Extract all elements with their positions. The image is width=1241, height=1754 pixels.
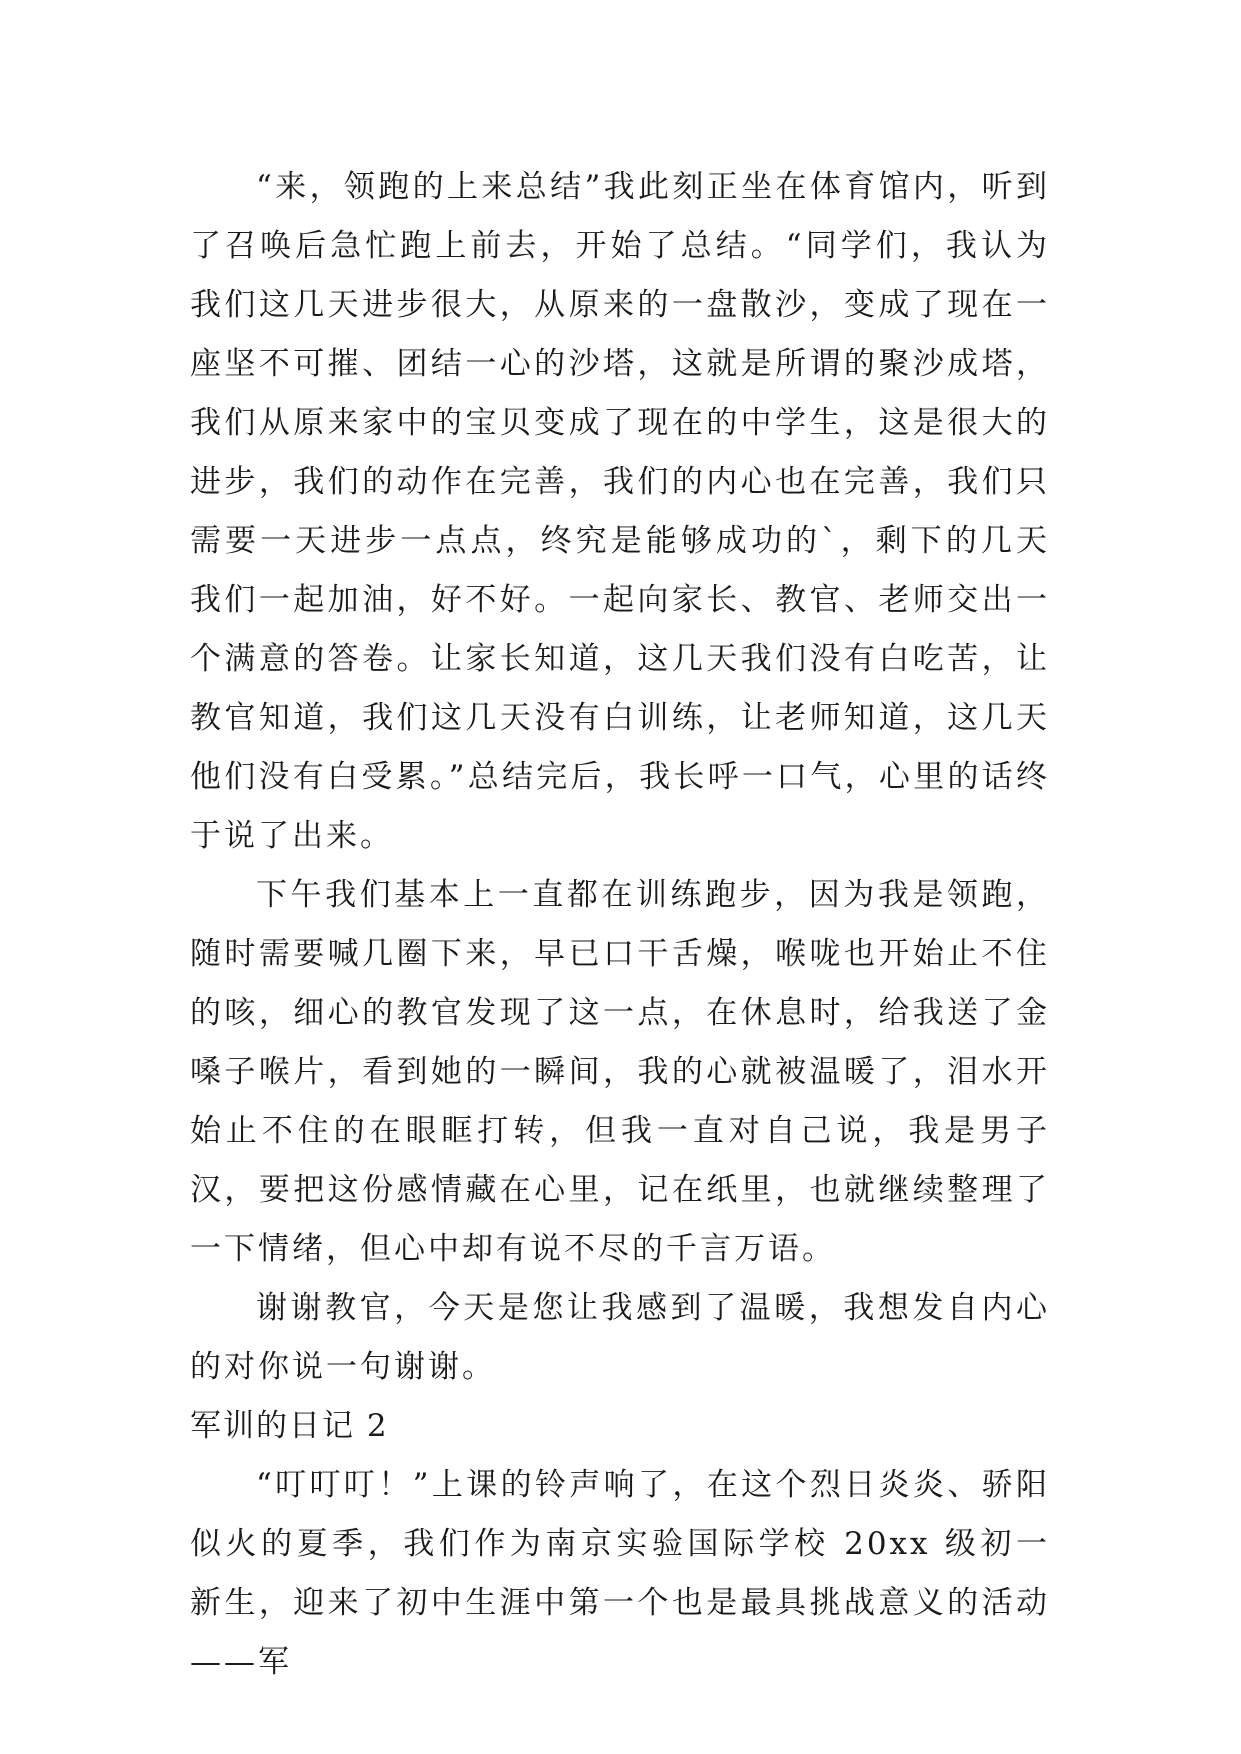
body-paragraph: 谢谢教官，今天是您让我感到了温暖，我想发自内心的对你说一句谢谢。 <box>190 1290 1050 1385</box>
body-paragraph: “来，领跑的上来总结”我此刻正坐在体育馆内，听到了召唤后急忙跑上前去，开始了总结。“同学们，我认为我们这几天进步很大，从原来的一盘散沙，变成了现在一座坚不可摧、团结一心的沙塔，这就是所谓的聚沙成塔，我们从原来家中的宝贝变成了现在的中学生，这是很大的进步，我们的动作在完善，我们的内心也在完善，我们只需要一天进步一点点，终究是能够成功的`，剩下的几天我们一起加油，好不好。一起向家长、教官、老师交出一个满意的答卷。让家长知道，这几天我们没有白吃苦，让教官知道，我们这几天没有白训练，让老师知道，这几天他们没有白受累。”总结完后，我长呼一口气，心里的话终于说了出来。 <box>190 169 1050 854</box>
body-paragraph: 下午我们基本上一直都在训练跑步，因为我是领跑，随时需要喊几圈下来，早已口干舌燥，喉咙也开始止不住的咳，细心的教官发现了这一点，在休息时，给我送了金嗓子喉片，看到她的一瞬间，我的心就被温暖了，泪水开始止不住的在眼眶打转，但我一直对自己说，我是男子汉，要把这份感情藏在心里，记在纸里，也就继续整理了一下情绪，但心中却有说不尽的千言万语。 <box>190 877 1050 1267</box>
section-title: 军训的日记 2 <box>190 1408 389 1444</box>
document-body <box>190 158 1050 1692</box>
body-paragraph: “叮叮叮！”上课的铃声响了，在这个烈日炎炎、骄阳似火的夏季，我们作为南京实验国际学校 20xx 级初一新生，迎来了初中生涯中第一个也是最具挑战意义的活动——军 <box>190 1467 1050 1680</box>
